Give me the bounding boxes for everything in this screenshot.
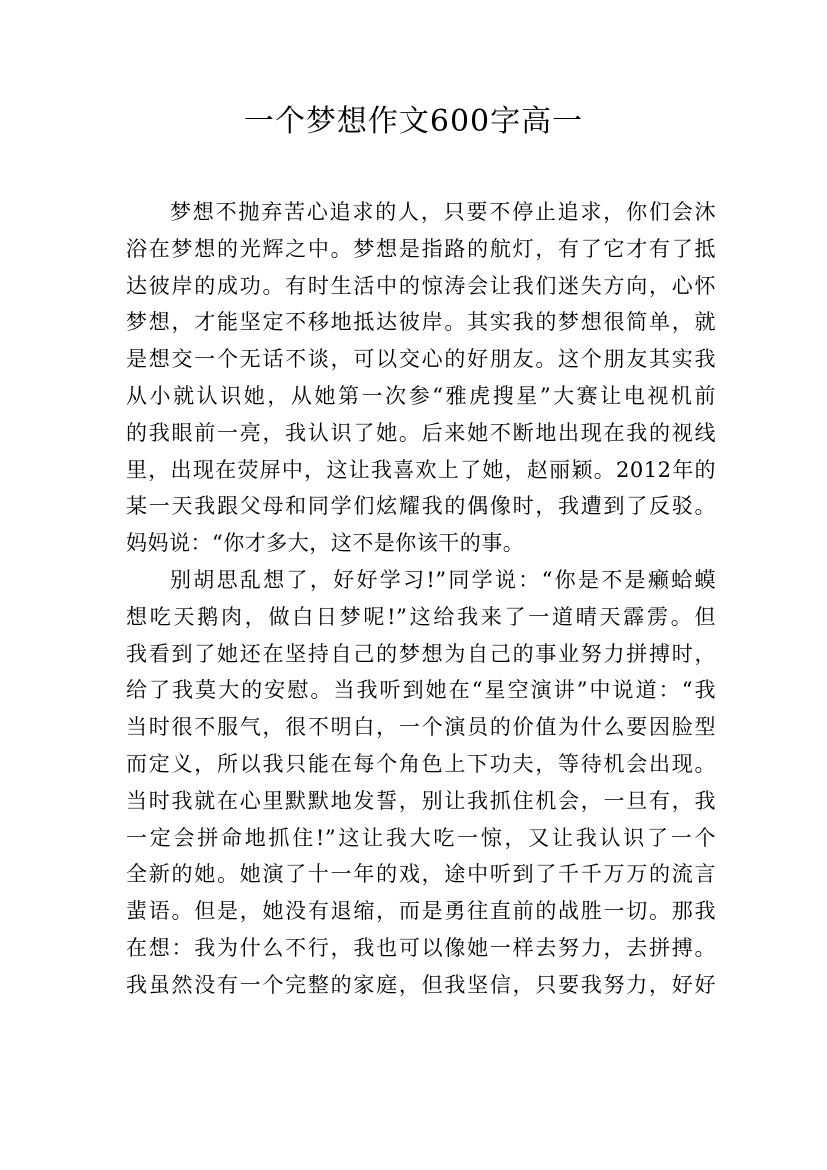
text-line-21: 在想：我为什么不行，我也可以像她一样去努力，去拼搏。	[126, 935, 716, 960]
text-line-7: 的我眼前一亮，我认识了她。后来她不断地出现在我的视线	[126, 420, 716, 445]
text-line-14: 给了我莫大的安慰。当我听到她在“星空演讲”中说道：“我	[126, 678, 716, 703]
text-line-20: 蜚语。但是，她没有退缩，而是勇往直前的战胜一切。那我	[126, 899, 716, 924]
text-line-18: 一定会拼命地抓住!”这让我大吃一惊，又让我认识了一个	[126, 825, 716, 850]
document-title: 一个梦想作文600字高一	[243, 104, 584, 139]
document-body	[126, 194, 716, 1004]
text-line-3: 达彼岸的成功。有时生活中的惊涛会让我们迷失方向，心怀	[126, 273, 716, 298]
text-line-4: 梦想，才能坚定不移地抵达彼岸。其实我的梦想很简单，就	[126, 310, 716, 335]
text-line-15: 当时很不服气，很不明白，一个演员的价值为什么要因脸型	[126, 715, 716, 740]
text-line-10: 妈妈说：“你才多大，这不是你该干的事。	[126, 531, 525, 556]
text-line-22: 我虽然没有一个完整的家庭，但我坚信，只要我努力，好好	[126, 972, 716, 997]
text-line-17: 当时我就在心里默默地发誓，别让我抓住机会，一旦有，我	[126, 788, 716, 813]
text-line-19: 全新的她。她演了十一年的戏，途中听到了千千万万的流言	[126, 862, 716, 887]
text-line-8: 里，出现在荧屏中，这让我喜欢上了她，赵丽颖。2012年的	[126, 457, 716, 482]
text-line-2: 浴在梦想的光辉之中。梦想是指路的航灯，有了它才有了抵	[126, 236, 716, 261]
text-line-12: 想吃天鹅肉，做白日梦呢!”这给我来了一道晴天霹雳。但	[126, 604, 716, 629]
text-line-16: 而定义，所以我只能在每个角色上下功夫，等待机会出现。	[126, 751, 716, 776]
text-line-11: 别胡思乱想了，好好学习!”同学说：“你是不是癞蛤蟆	[170, 567, 716, 592]
text-line-9: 某一天我跟父母和同学们炫耀我的偶像时，我遭到了反驳。	[126, 494, 716, 519]
text-line-6: 从小就认识她，从她第一次参“雅虎搜星”大赛让电视机前	[126, 383, 716, 408]
text-line-1: 梦想不抛弃苦心追求的人，只要不停止追求，你们会沐	[170, 200, 716, 224]
text-line-5: 是想交一个无话不谈，可以交心的好朋友。这个朋友其实我	[126, 347, 716, 372]
text-line-13: 我看到了她还在坚持自己的梦想为自己的事业努力拼搏时，	[126, 641, 716, 666]
